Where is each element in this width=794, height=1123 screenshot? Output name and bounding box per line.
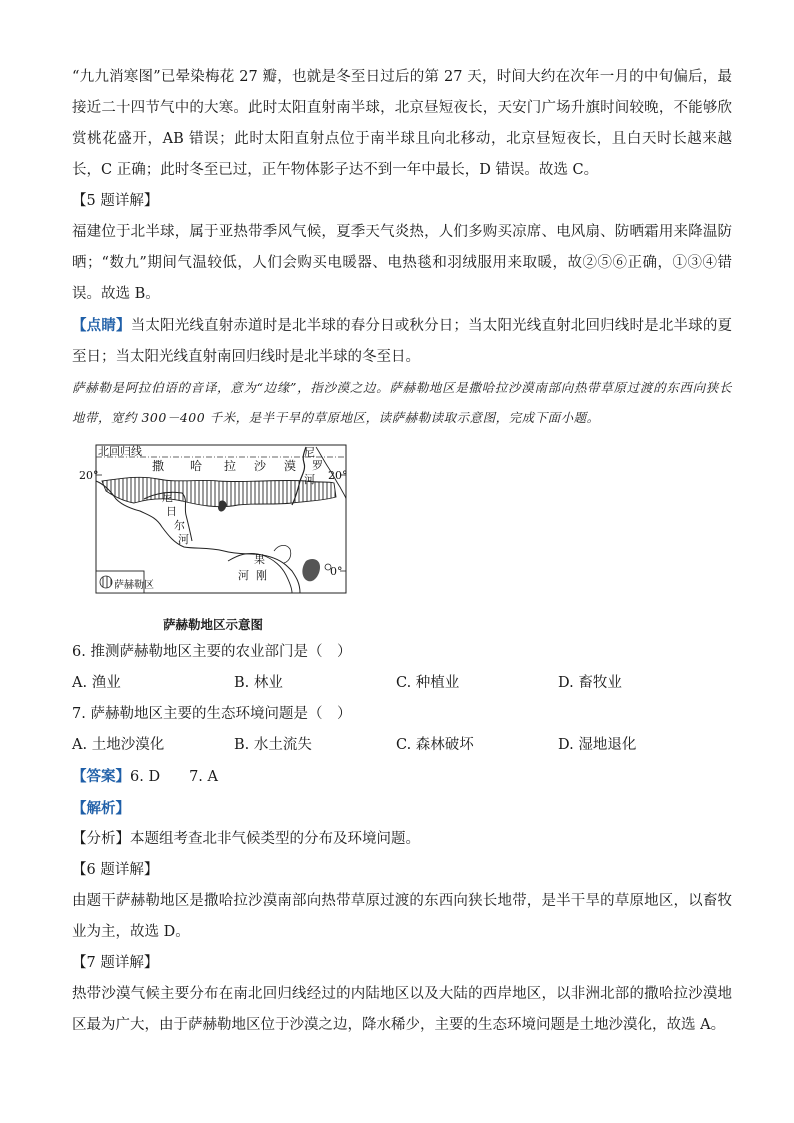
niger-char-3: 尔 [174, 519, 185, 532]
dianjing-tag: 【点睛】 [72, 317, 131, 334]
heading-q7-detail: 【7 题详解】 [72, 955, 159, 971]
congo-char-1: 刚 [256, 569, 267, 582]
question-6-options [72, 668, 732, 699]
question-7: 7. 萨赫勒地区主要的生态环境问题是（ ） [72, 706, 352, 722]
fenxi-tag: 【分析】 [72, 831, 130, 847]
map-caption: 萨赫勒地区示意图 [162, 617, 263, 632]
congo-char-2: 果 [254, 553, 265, 566]
nile-char-3: 河 [304, 473, 315, 486]
paragraph-q7-explanation: 热带沙漠气候主要分布在南北回归线经过的内陆地区以及大陆的西岸地区，以非洲北部的撒哈拉沙漠地区最为广大，由于萨赫勒地区位于沙漠之边，降水稀少，主要的生态环境问题是土地沙漠化，故选 A。 [72, 986, 732, 1033]
sahara-char-4: 沙 [254, 459, 267, 473]
paragraph-q5-explanation: 福建位于北半球，属于亚热带季风气候，夏季天气炎热，人们多购买凉席、电风扇、防晒霜用来降温防晒；“数九”期间气温较低，人们会购买电暖器、电热毯和羽绒服用来取暖，故②⑤⑥正确，①③④错误。故选 B。 [72, 224, 732, 302]
nile-char-2: 罗 [312, 459, 323, 472]
paragraph-q6-explanation: 由题干萨赫勒地区是撒哈拉沙漠南部向热带草原过渡的东西向狭长地带，是半干旱的草原地区，以畜牧业为主，故选 D。 [72, 893, 732, 940]
fenxi-line [72, 824, 732, 855]
heading-q5-detail: 【5 题详解】 [72, 193, 159, 209]
q7-option-b: B. 水土流失 [234, 737, 312, 753]
congo-char-3: 河 [238, 569, 249, 582]
sahara-char-1: 撒 [152, 459, 165, 473]
q7-option-c: C. 森林破坏 [396, 737, 474, 753]
lat-0-east: 0° [330, 565, 343, 578]
sahel-map [78, 443, 348, 613]
paragraph-q4-explanation: “九九消寒图”已晕染梅花 27 瓣，也就是冬至日过后的第 27 天，时间大约在次年一月的中旬偏后，最接近二十四节气中的大寒。此时太阳直射南半球，北京昼短夜长，天安门广场升旗时间较晚，不能够欣赏桃花盛开，AB 错误；此时太阳直射点位于南半球且向北移动，北京昼短夜长，且白天时长越来越长，C 正确；此时冬至已过，正午物体影子达不到一年中最长，D 错误。故选 C。 [72, 69, 732, 178]
jiexi-heading: 【解析】 [72, 800, 130, 817]
nile-char-1: 尼 [304, 446, 315, 459]
q6-option-d: D. 畜牧业 [558, 675, 622, 691]
heading-q6-detail: 【6 题详解】 [72, 862, 159, 878]
sahel-intro: 萨赫勒是阿拉伯语的音译，意为“边缘”，指沙漠之边。萨赫勒地区是撒哈拉沙漠南部向热带草原过渡的东西向狭长地带，宽约 300－400 千米，是半干旱的草原地区，读萨赫勒读取示意图，完成下面小题。 [72, 380, 732, 425]
tropic-label: 北回归线 [98, 445, 142, 458]
fenxi-text: 本题组考查北非气候类型的分布及环境问题。 [130, 831, 420, 847]
answer-text: 6. D 7. A [130, 769, 218, 785]
sahara-char-3: 拉 [224, 459, 237, 473]
answer-line [72, 761, 732, 793]
question-6: 6. 推测萨赫勒地区主要的农业部门是（ ） [72, 644, 352, 660]
q6-option-b: B. 林业 [234, 675, 283, 691]
q7-option-a: A. 土地沙漠化 [72, 737, 165, 753]
sahara-char-5: 漠 [284, 459, 297, 473]
niger-char-1: 尼 [162, 491, 173, 504]
niger-char-2: 日 [166, 505, 177, 518]
niger-char-4: 河 [178, 533, 189, 546]
q6-option-a: A. 渔业 [72, 675, 121, 691]
lat-20-east: 20° [328, 469, 348, 482]
document-page [72, 62, 732, 1041]
sahara-char-2: 哈 [190, 459, 203, 473]
dianjing-text: 当太阳光线直射赤道时是北半球的春分日或秋分日；当太阳光线直射北回归线时是北半球的夏至日；当太阳光线直射南回归线时是北半球的冬至日。 [72, 318, 733, 365]
q7-option-d: D. 湿地退化 [558, 737, 637, 753]
dianjing-paragraph [72, 310, 732, 373]
lat-20-west: 20° [79, 469, 99, 482]
answer-tag: 【答案】 [72, 768, 130, 785]
question-7-options [72, 730, 732, 761]
q6-option-c: C. 种植业 [396, 675, 460, 691]
legend-label: 萨赫勒区 [114, 580, 154, 591]
